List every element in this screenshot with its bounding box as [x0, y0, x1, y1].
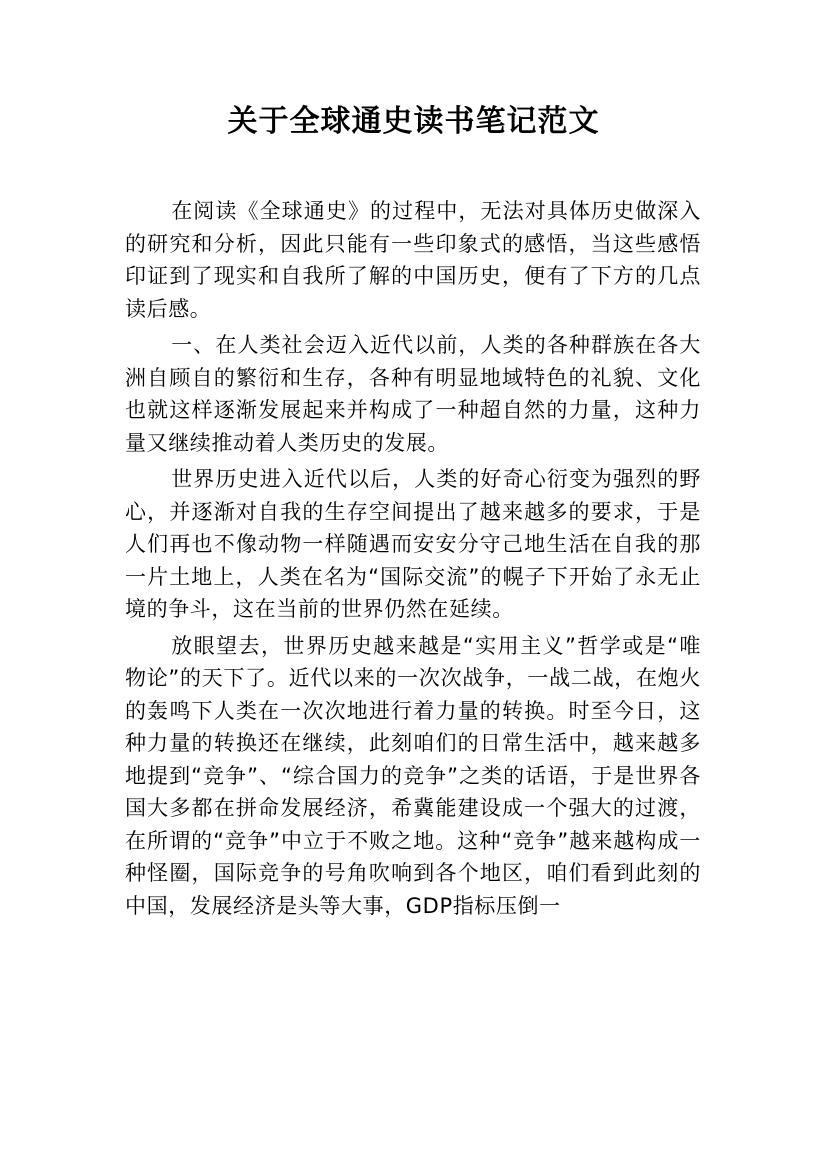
document-title: 关于全球通史读书笔记范文: [227, 104, 600, 139]
paragraph: 在阅读《全球通史》的过程中，无法对具体历史做深入的研究和分析，因此只能有一些印象式的感悟，当这些感悟印证到了现实和自我所了解的中国历史，便有了下方的几点读后感。: [125, 199, 701, 321]
paragraph: 世界历史进入近代以后，人类的好奇心衍变为强烈的野心，并逐渐对自我的生存空间提出了越来越多的要求，于是人们再也不像动物一样随遇而安安分守己地生活在自我的那一片土地上，人类在名为“国际交流”的幌子下开始了永无止境的争斗，这在当前的世界仍然在延续。: [125, 467, 701, 621]
paragraph: 放眼望去，世界历史越来越是“实用主义”哲学或是“唯物论”的天下了。近代以来的一次次战争，一战二战，在炮火的轰鸣下人类在一次次地进行着力量的转换。时至今日，这种力量的转换还在继续，此刻咱们的日常生活中，越来越多地提到“竞争”、“综合国力的竞争”之类的话语，于是世界各国大多都在拼命发展经济，希冀能建设成一个强大的过渡，在所谓的“竞争”中立于不败之地。这种“竞争”越来越构成一种怪圈，国际竞争的号角吹响到各个地区，咱们看到此刻的中国，发展经济是头等大事，GDP指标压倒一: [125, 633, 701, 918]
document-body: [125, 195, 701, 926]
paragraph: 一、在人类社会迈入近代以前，人类的各种群族在各大洲自顾自的繁衍和生存，各种有明显地域特色的礼貌、文化也就这样逐渐发展起来并构成了一种超自然的力量，这种力量又继续推动着人类历史的发展。: [125, 333, 701, 455]
